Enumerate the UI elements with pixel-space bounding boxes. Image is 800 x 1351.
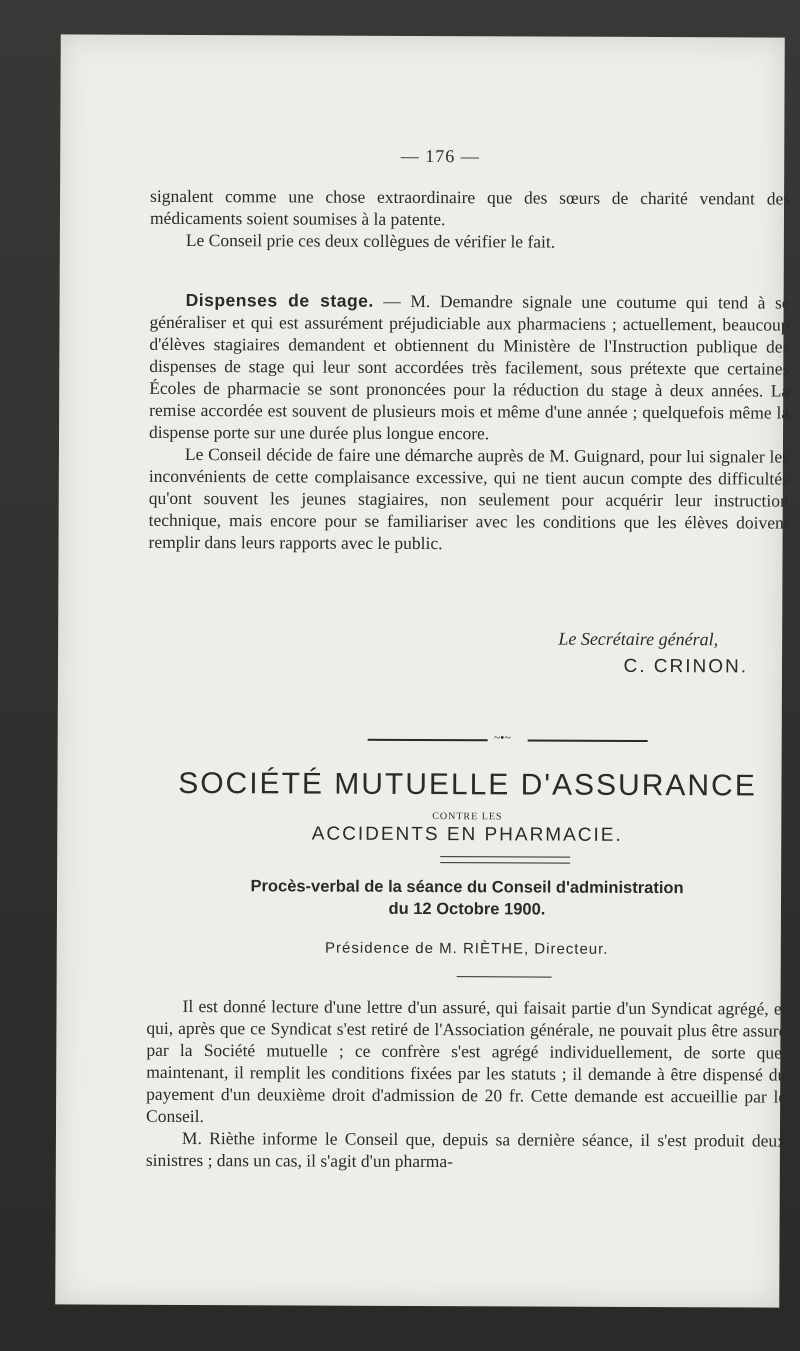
document-page xyxy=(55,34,791,1307)
section-heading: Dispenses de stage. xyxy=(185,289,374,311)
paragraph: Il est donné lecture d'une lettre d'un assuré, qui faisait partie d'un Syndicat agrégé, et qui, après que ce Syndicat s'est retiré de l'Association générale, ne pouvait plus être assuré par la Société mutuelle ; ce confrère s'est agrégé individuellement, de sorte que, maintenant, il remplit les conditions fixées par les statuts ; il demande à être dispensé du payement d'un deuxième droit d'admission de 20 fr. Cette demande est accueillie par le Conseil. xyxy=(146,995,787,1127)
proces-verbal-line: Procès-verbal de la séance du Conseil d'administration xyxy=(250,877,684,898)
paragraph: Le Conseil décide de faire une démarche auprès de M. Guignard, pour lui signaler les inconvénients de cette complaisance excessive, qui ne tient aucun compte des difficultés qu'ont souvent les jeunes stagiaires, non seulement pour acquérir leur instruction technique, mais encore pour se familiariser avec les conditions que les élèves doivent remplir dans leurs rapports avec le public. xyxy=(148,443,789,554)
dispenses-section xyxy=(149,289,790,556)
page-number: — 176 — xyxy=(400,145,480,167)
signature-title: Le Secrétaire général, xyxy=(558,628,719,650)
section-divider: ~•~ xyxy=(368,736,648,745)
society-subtitle: CONTRE LES xyxy=(432,811,503,823)
society-heading: ACCIDENTS EN PHARMACIE. xyxy=(311,823,623,846)
proces-verbal-heading xyxy=(147,875,787,922)
presidence-line: Présidence de M. RIÈTHE, Directeur. xyxy=(325,939,609,958)
paragraph: Le Conseil prie ces deux collègues de vérifier le fait. xyxy=(185,229,556,252)
society-title: SOCIÉTÉ MUTUELLE D'ASSURANCE xyxy=(178,766,757,803)
top-text xyxy=(150,185,790,254)
rule xyxy=(457,976,552,977)
signature-name: C. CRINON. xyxy=(623,655,749,678)
signature-block xyxy=(148,627,788,679)
section-text: — M. Demandre signale une coutume qui tend à se généraliser et qui est assurément préjudiciable aux pharmaciens ; actuellement, beaucoup d'élèves stagiaires demandent et obtiennent du Ministère de l'Instruction publique des dispenses de stage qui leur sont accordées très facilement, sous prétexte que certaines Écoles de pharmacie se sont prononcées pour la réduction du stage à deux années. La remise accordée est souvent de plusieurs mois et même d'une année ; quelquefois même la dispense porte sur une durée plus longue encore. xyxy=(148,290,790,444)
paragraph: M. Rièthe informe le Conseil que, depuis sa dernière séance, il s'est produit deux sinistres ; dans un cas, il s'agit d'un pharma- xyxy=(145,1127,786,1172)
double-rule xyxy=(440,856,570,864)
bottom-text xyxy=(146,995,787,1174)
paragraph: signalent comme une chose extraordinaire que des sœurs de charité vendant des médicaments soient soumises à la patente. xyxy=(149,185,791,230)
proces-verbal-date: du 12 Octobre 1900. xyxy=(388,899,546,919)
paragraph xyxy=(149,289,790,446)
